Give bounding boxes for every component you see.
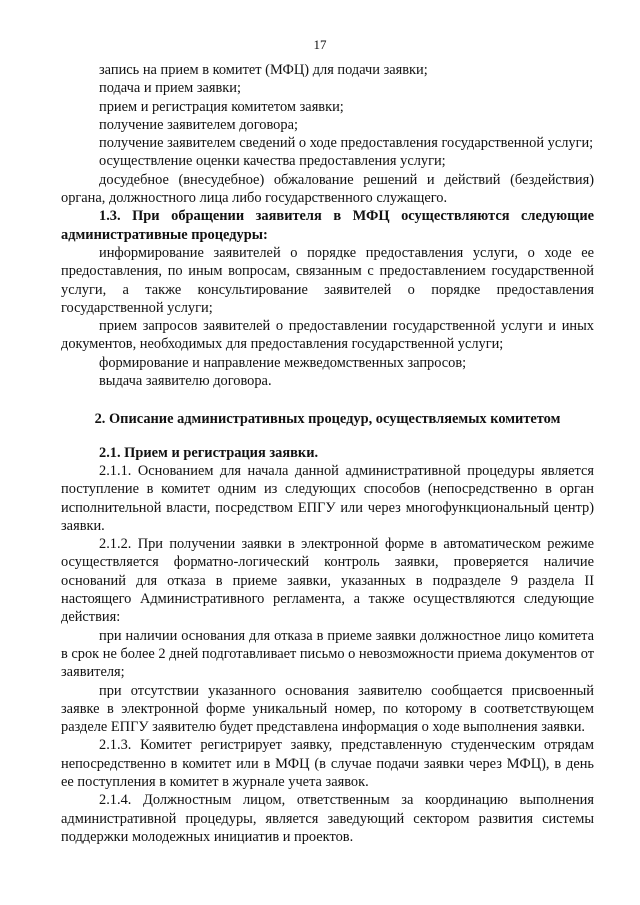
list-item: прием и регистрация комитетом заявки; — [99, 98, 344, 115]
list-item: подача и прием заявки; — [99, 80, 242, 97]
section-2 — [61, 410, 594, 846]
procedures-list — [61, 61, 594, 207]
subsection-heading: 2.1. Прием и регистрация заявки. — [99, 444, 319, 461]
paragraph: 2.1.4. Должностным лицом, ответственным за координацию выполнения административной процедуры, является заведующий сектором развития системы поддержки молодежных инициатив и проектов. — [61, 792, 594, 845]
section-heading: 1.3. При обращении заявителя в МФЦ осуществляются следующие административные процедуры: — [61, 208, 594, 243]
paragraph: 2.1.3. Комитет регистрирует заявку, представленную студенческим отрядам непосредственно в комитет или в МФЦ (в случае подачи заявки через МФЦ), в день ее поступления в комитет в журнале учета заявок. — [61, 737, 594, 790]
list-item: прием запросов заявителей о предоставлении государственной услуги и иных документов, необходимых для предоставления государственной услуги; — [61, 318, 594, 353]
list-item: выдача заявителю договора. — [99, 373, 272, 390]
list-item: досудебное (внесудебное) обжалование решений и действий (бездействия) органа, должностного лица либо государственного служащего. — [61, 171, 594, 207]
section-heading: 2. Описание административных процедур, осуществляемых комитетом — [94, 411, 561, 428]
paragraph: при отсутствии указанного основания заявителю сообщается присвоенный заявке в электронной форме уникальный номер, по которому в соответствующем разделе ЕПГУ заявителю будет представлена информация о ходе выполнения заявки. — [61, 682, 594, 736]
paragraph: 2.1.2. При получении заявки в электронной форме в автоматическом режиме осуществляется форматно-логический контроль заявки, проверяется наличие оснований для отказа в приеме заявки, указанных в подразделе 9 раздела II настоящего Административного регламента, а также осуществляются следующие действия: — [61, 536, 594, 626]
paragraph: при наличии основания для отказа в приеме заявки должностное лицо комитета в срок не более 2 дней подготавливает письмо о невозможности приема документов от заявителя; — [61, 627, 594, 681]
list-item: получение заявителем сведений о ходе предоставления государственной услуги; — [99, 135, 594, 152]
document-body — [61, 61, 594, 846]
list-item: формирование и направление межведомственных запросов; — [99, 354, 467, 371]
section-1-3 — [61, 207, 594, 390]
list-item: запись на прием в комитет (МФЦ) для подачи заявки; — [99, 62, 428, 78]
list-item: осуществление оценки качества предоставления услуги; — [99, 153, 446, 170]
list-item: информирование заявителей о порядке предоставления услуги, о ходе ее предоставления, по иным вопросам, связанным с предоставлением государственной услуги, а также консультирование заявителей о порядке предоставления государственной услуги; — [61, 244, 594, 316]
paragraph: 2.1.1. Основанием для начала данной административной процедуры является поступление в комитет одним из следующих способов (непосредственно в орган исполнительной власти, посредством ЕПГУ или через многофункциональный центр) заявки. — [61, 462, 594, 534]
page-number: 17 — [313, 37, 327, 52]
list-item: получение заявителем договора; — [99, 116, 298, 133]
